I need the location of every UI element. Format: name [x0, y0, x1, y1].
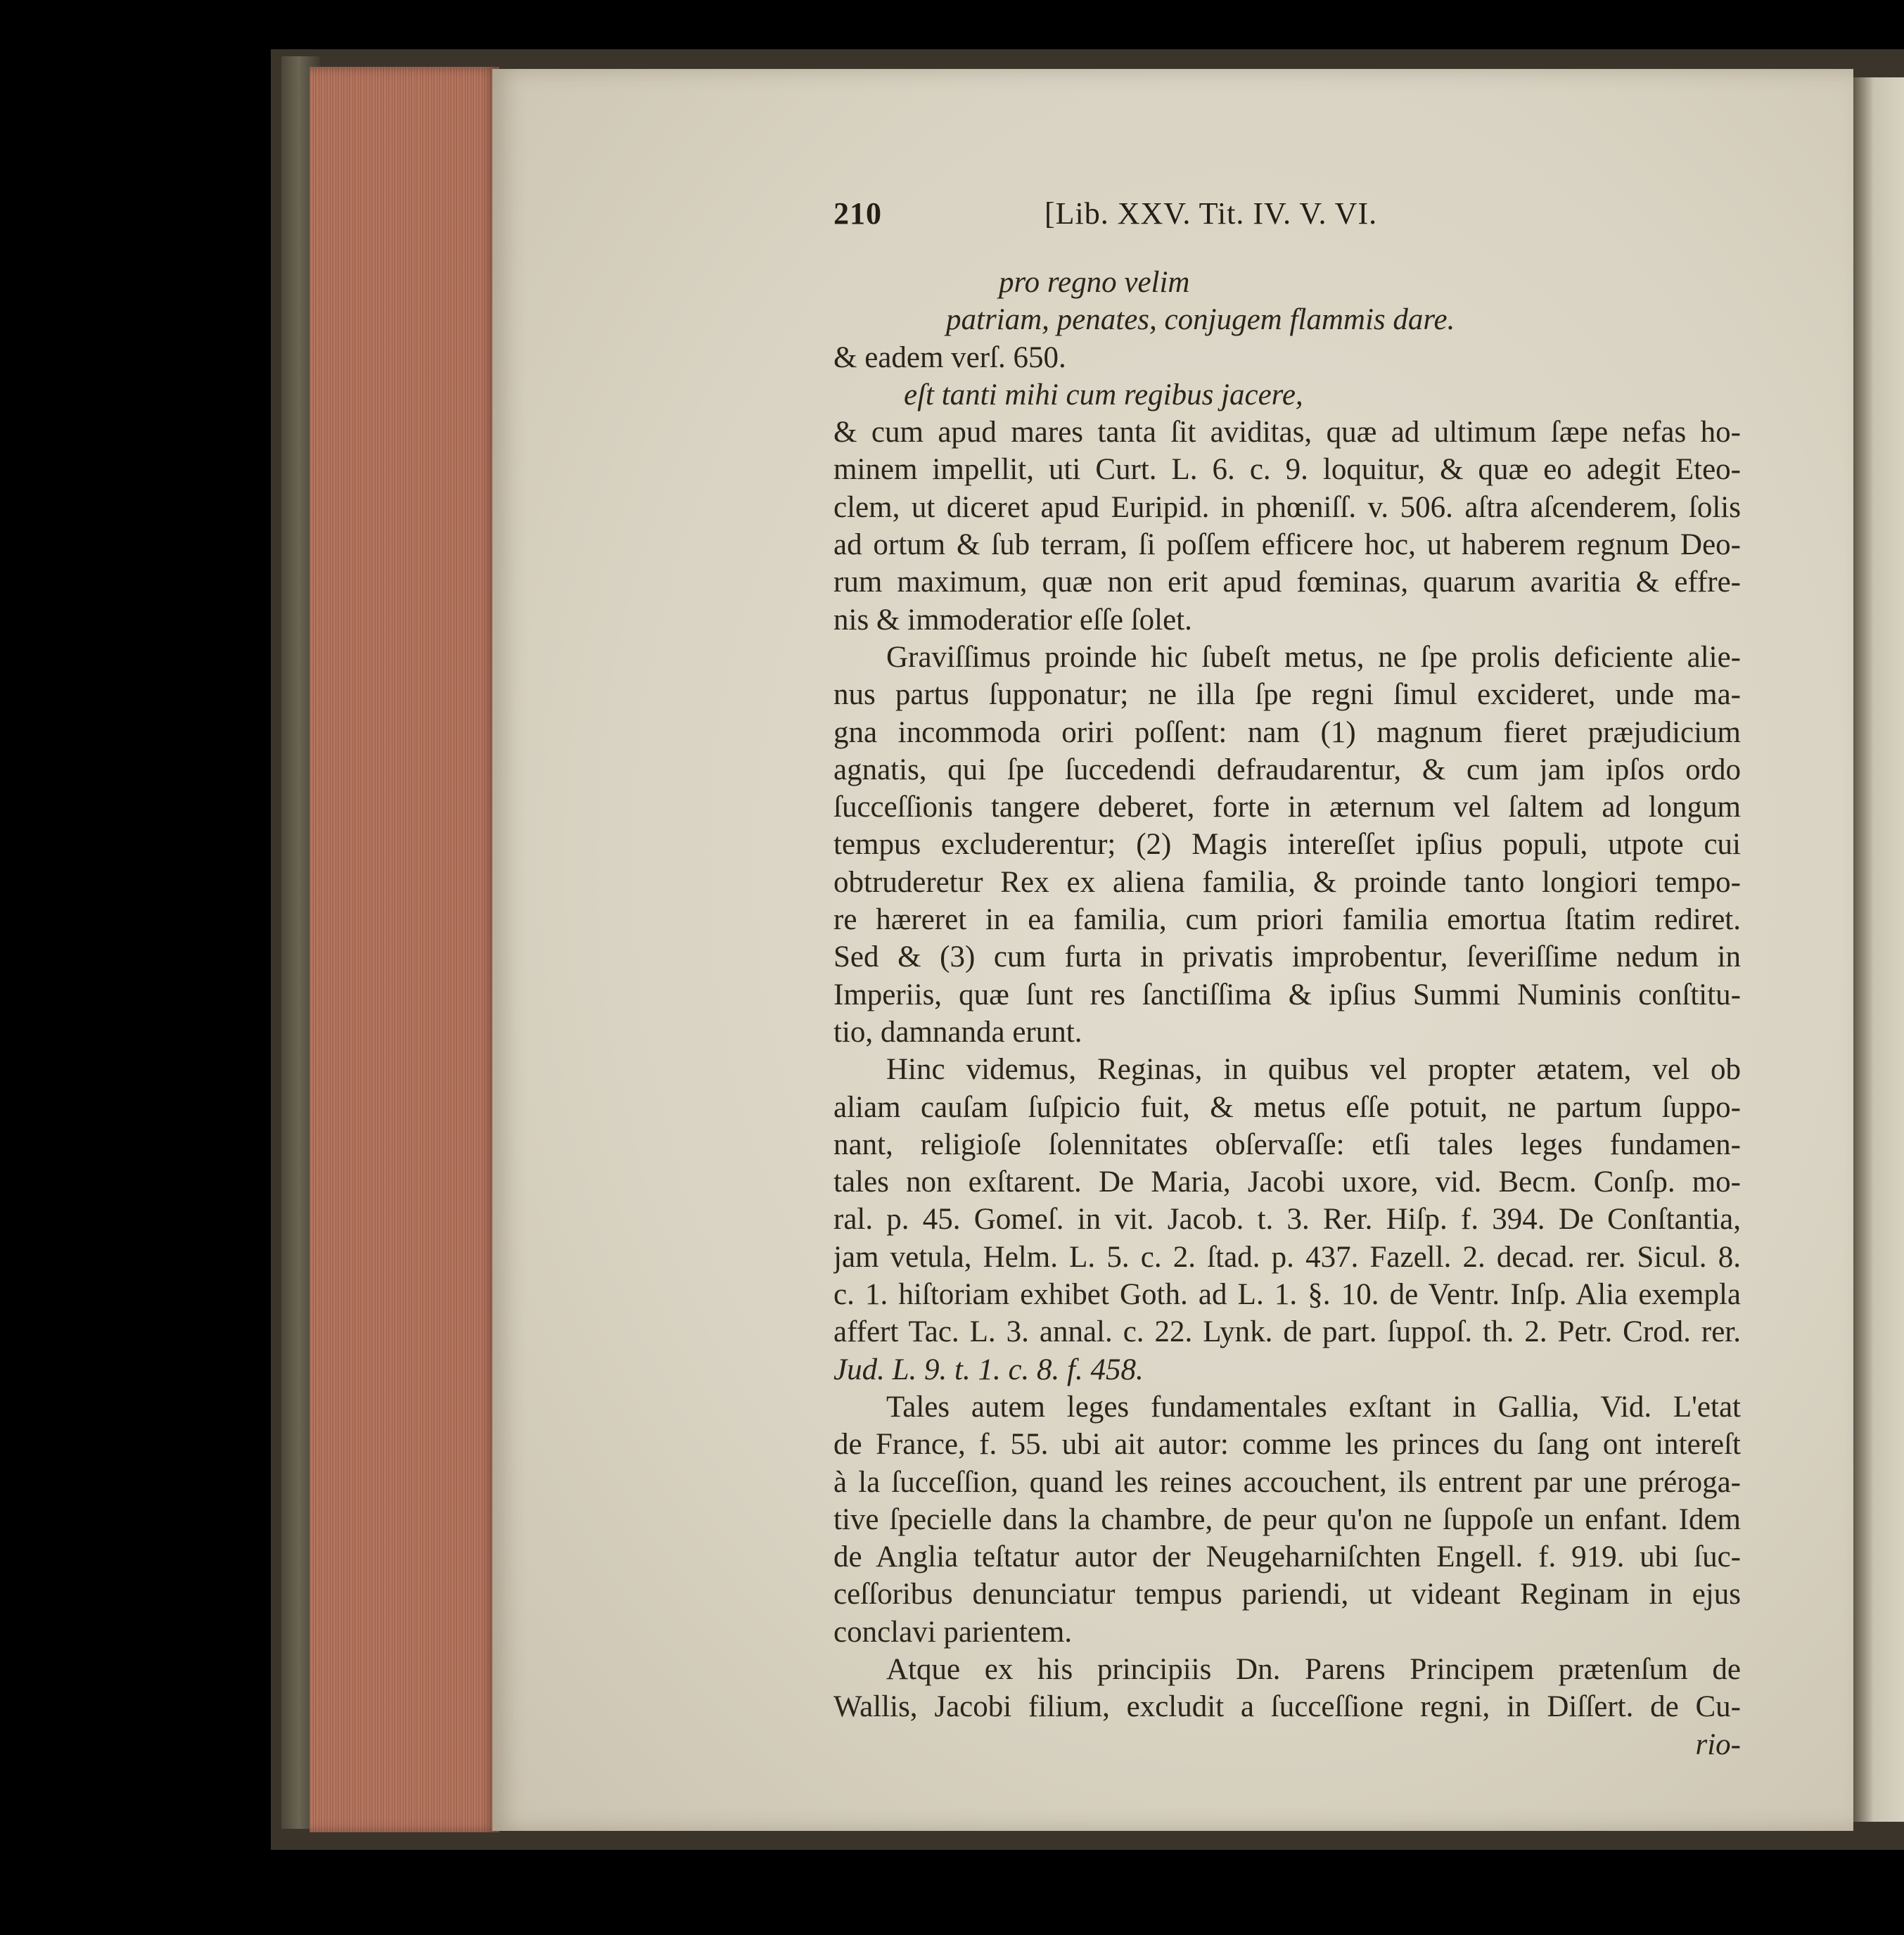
- running-header: [833, 196, 1537, 238]
- text-line: ceſſoribus denunciatur tempus pariendi, ut videant Reginam in ejus: [833, 1578, 1741, 1611]
- text-line: tempus excluderentur; (2) Magis intereſſet ipſius populi, utpote cui: [833, 828, 1741, 862]
- running-title: [Lib. XXV. Tit. IV. V. VI.: [1044, 196, 1378, 231]
- verse-line: patriam, penates, conjugem flammis dare.: [946, 303, 1455, 337]
- text-line: rum maximum, quæ non erit apud fœminas, quarum avaritia & effre-: [833, 566, 1741, 599]
- paragraph-start: Tales autem leges fundamentales exſtant in Gallia, Vid. L'etat: [886, 1390, 1741, 1424]
- text-line: tive ſpecielle dans la chambre, de peur qu'on ne ſuppoſe un enfant. Idem: [833, 1502, 1741, 1536]
- text-line: de Anglia teſtatur autor der Neugeharniſchten Engell. f. 919. ubi ſuc-: [833, 1540, 1741, 1574]
- text-line: tio, damnanda erunt.: [833, 1015, 1082, 1049]
- page-number: 210: [833, 196, 882, 231]
- facing-page-edge: [1853, 77, 1904, 1822]
- text-line: re hæreret in ea familia, cum priori familia emortua ſtatim rediret.: [833, 903, 1741, 937]
- text-line: ral. p. 45. Gomeſ. in vit. Jacob. t. 3. Rer. Hiſp. f. 394. De Conſtantia,: [833, 1203, 1741, 1237]
- verse-line: eſt tanti mihi cum regibus jacere,: [904, 378, 1303, 411]
- page-edges: [309, 67, 499, 1832]
- text-line: Sed & (3) cum furta in privatis improbentur, ſeveriſſime nedum in: [833, 940, 1741, 974]
- text-line: aliam cauſam ſuſpicio fuit, & metus eſſe potuit, ne partum ſuppo-: [833, 1090, 1741, 1124]
- text-line: nant, religioſe ſolennitates obſervaſſe: etſi tales leges fundamen-: [833, 1128, 1741, 1161]
- text-line: obtruderetur Rex ex aliena familia, & proinde tanto longiori tempo-: [833, 865, 1741, 899]
- text-line: clem, ut diceret apud Euripid. in phœniſſ. v. 506. aſtra aſcenderem, ſolis: [833, 490, 1741, 524]
- text-line: conclavi parientem.: [833, 1615, 1073, 1649]
- text-line: nis & immoderatior eſſe ſolet.: [833, 603, 1192, 637]
- text-line: Imperiis, quæ ſunt res ſanctiſſima & ipſius Summi Numinis conſtitu-: [833, 978, 1741, 1011]
- text-line: agnatis, qui ſpe ſuccedendi defraudarentur, & cum jam ipſos ordo: [833, 753, 1741, 786]
- text-line: c. 1. hiſtoriam exhibet Goth. ad L. 1. §. 10. de Ventr. Inſp. Alia exempla: [833, 1278, 1741, 1312]
- paragraph-start: Atque ex his principiis Dn. Parens Principem prætenſum de: [886, 1652, 1741, 1686]
- text-line: Wallis, Jacobi filium, excludit a ſucceſſione regni, in Diſſert. de Cu-: [833, 1690, 1741, 1724]
- text-line: nus partus ſupponatur; ne illa ſpe regni ſimul excideret, unde ma-: [833, 678, 1741, 712]
- text-line: ad ortum & ſub terram, ſi poſſem efficere hoc, ut haberem regnum Deo-: [833, 528, 1741, 562]
- text-line: jam vetula, Helm. L. 5. c. 2. ſtad. p. 437. Fazell. 2. decad. rer. Sicul. 8.: [833, 1240, 1741, 1274]
- text-line: à la ſucceſſion, quand les reines accouchent, ils entrent par une préroga-: [833, 1465, 1741, 1499]
- text-line: Jud. L. 9. t. 1. c. 8. f. 458.: [833, 1353, 1144, 1386]
- text-line: de France, f. 55. ubi ait autor: comme les princes du ſang ont intereſt: [833, 1428, 1741, 1462]
- catchword: rio-: [1695, 1728, 1741, 1761]
- text-line: ſucceſſionis tangere deberet, forte in æternum vel ſaltem ad longum: [833, 791, 1741, 824]
- text-line: affert Tac. L. 3. annal. c. 22. Lynk. de part. ſuppoſ. th. 2. Petr. Crod. rer.: [833, 1315, 1741, 1349]
- text-line: gna incommoda oriri poſſent: nam (1) magnum fieret præjudicium: [833, 715, 1741, 749]
- body-text: [833, 264, 1741, 1763]
- text-line: & cum apud mares tanta ſit aviditas, quæ ad ultimum ſæpe nefas ho-: [833, 416, 1741, 449]
- text-line: minem impellit, uti Curt. L. 6. c. 9. loquitur, & quæ eo adegit Eteo-: [833, 453, 1741, 487]
- verse-line: pro regno velim: [999, 266, 1190, 299]
- paragraph-start: Graviſſimus proinde hic ſubeſt metus, ne ſpe prolis deficiente alie-: [886, 640, 1741, 674]
- text-line: tales non exſtarent. De Maria, Jacobi uxore, vid. Becm. Conſp. mo-: [833, 1166, 1741, 1199]
- text-line: & eadem verſ. 650.: [833, 340, 1066, 374]
- paragraph-start: Hinc videmus, Reginas, in quibus vel propter ætatem, vel ob: [886, 1053, 1741, 1087]
